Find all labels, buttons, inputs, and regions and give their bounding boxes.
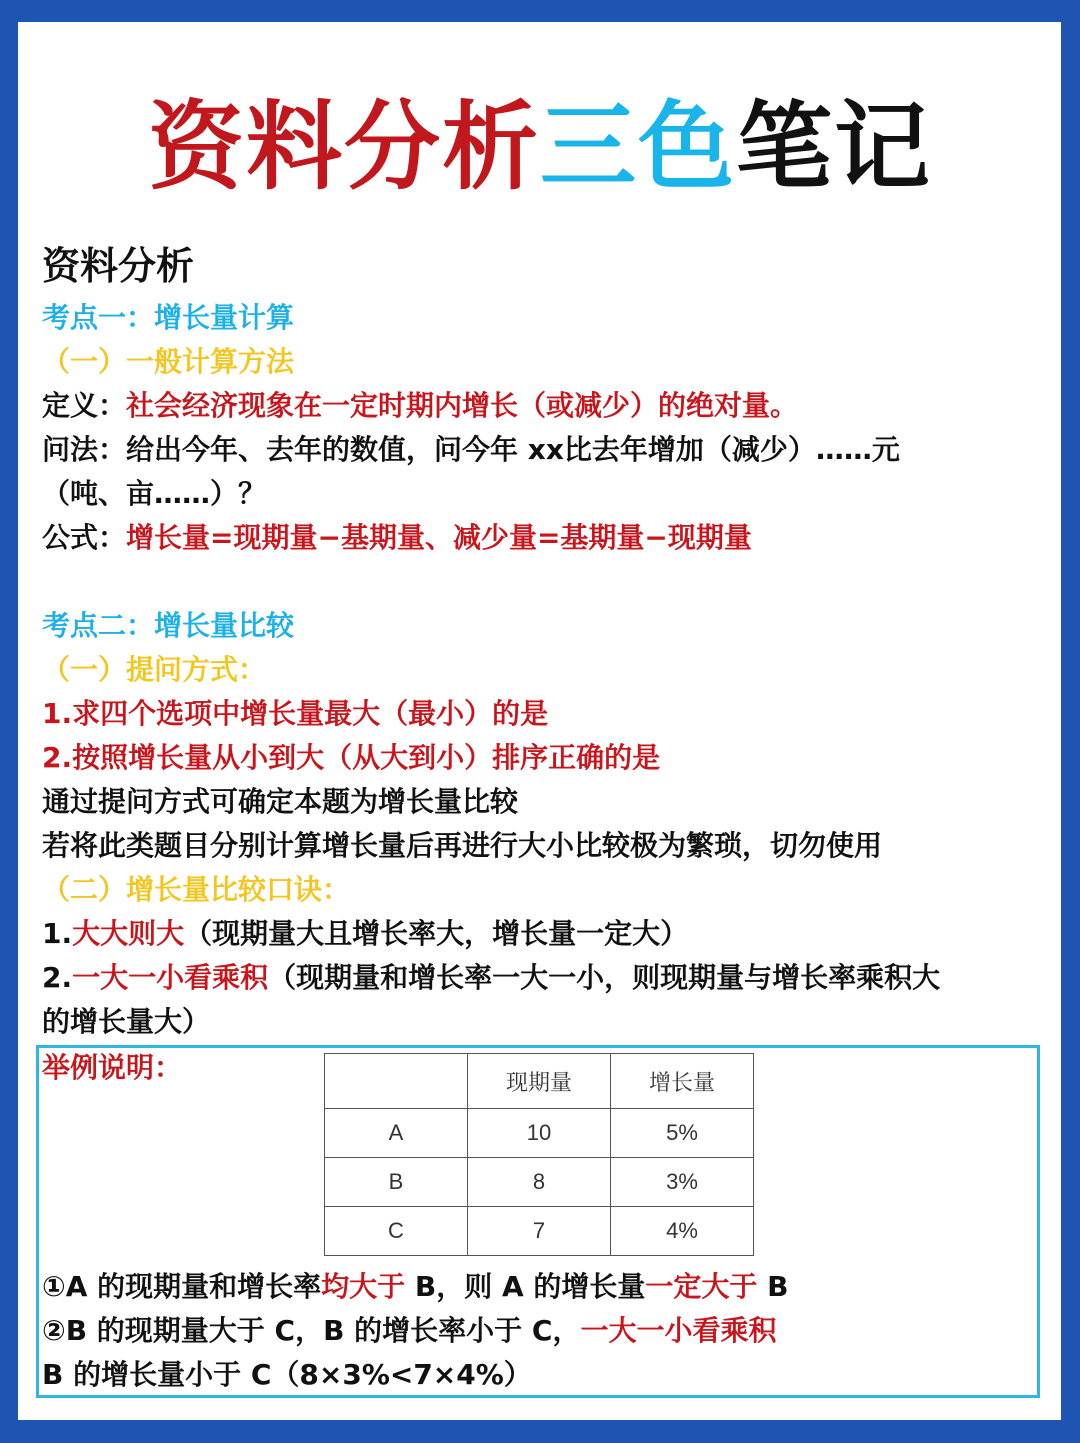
- conclusion-3: B 的增长量小于 C（8×3%<7×4%）: [42, 1358, 532, 1391]
- table-header-cell: [325, 1054, 468, 1109]
- definition-label: 定义：: [42, 389, 127, 422]
- note-1: 通过提问方式可确定本题为增长量比较: [42, 785, 519, 818]
- table-cell: 3%: [611, 1158, 754, 1207]
- point1-subheading: （一）一般计算方法: [42, 345, 295, 378]
- rule-1-key: 大大则大: [72, 917, 185, 950]
- title-part-blue: 三色: [540, 91, 736, 203]
- table-cell: B: [325, 1158, 468, 1207]
- table-header-row: [325, 1054, 754, 1109]
- rule-1-number: 1.: [42, 917, 73, 950]
- table-cell: 10: [468, 1109, 611, 1158]
- point2-subheading-1: （一）提问方式：: [42, 653, 267, 686]
- table-row: [325, 1207, 754, 1256]
- conclusion-1-part-e: B: [757, 1270, 789, 1303]
- conclusion-1-part-c: B，则 A 的增长量: [405, 1270, 646, 1303]
- formula-line: [42, 518, 752, 558]
- question-line-2: （吨、亩……）？: [42, 477, 267, 510]
- table-cell: A: [325, 1109, 468, 1158]
- table-cell: 7: [468, 1207, 611, 1256]
- question-label: 问法：: [42, 433, 127, 466]
- conclusion-2-highlight: 一大一小看乘积: [580, 1314, 777, 1347]
- example-table: [324, 1053, 754, 1256]
- definition-text: 社会经济现象在一定时期内增长（或减少）的绝对量。: [126, 389, 799, 422]
- table-cell: 8: [468, 1158, 611, 1207]
- formula-text: 增长量=现期量−基期量、减少量=基期量−现期量: [126, 521, 752, 554]
- rule-2-text: （现期量和增长率一大一小，则现期量与增长率乘积大: [268, 961, 941, 994]
- question-text: 给出今年、去年的数值，问今年 xx比去年增加（减少）……元: [126, 433, 900, 466]
- definition-line: [42, 386, 798, 426]
- rule-1-text: （现期量大且增长率大，增长量一定大）: [184, 917, 689, 950]
- table-row: [325, 1109, 754, 1158]
- table-cell: 4%: [611, 1207, 754, 1256]
- rule-2-number: 2.: [42, 961, 73, 994]
- rule-1: [42, 914, 688, 954]
- point2-subheading-2: （二）增长量比较口诀：: [42, 873, 351, 906]
- point2-heading: 考点二：增长量比较: [42, 609, 295, 642]
- page-title: [0, 92, 1080, 202]
- rule-2: [42, 958, 940, 998]
- table-cell: 5%: [611, 1109, 754, 1158]
- conclusion-1-highlight-b: 一定大于: [645, 1270, 758, 1303]
- conclusion-1-highlight-a: 均大于: [321, 1270, 406, 1303]
- table-header-cell: 现期量: [468, 1054, 611, 1109]
- question-line: [42, 430, 900, 470]
- table-row: [325, 1158, 754, 1207]
- title-part-red: 资料分析: [148, 91, 540, 203]
- table-cell: C: [325, 1207, 468, 1256]
- question-type-1: 1.求四个选项中增长量最大（最小）的是: [42, 697, 549, 730]
- point1-heading: 考点一：增长量计算: [42, 301, 295, 334]
- example-label: 举例说明：: [42, 1051, 183, 1084]
- title-part-black: 笔记: [736, 91, 932, 203]
- conclusion-2: [42, 1311, 777, 1351]
- rule-2-key: 一大一小看乘积: [72, 961, 269, 994]
- question-type-2: 2.按照增长量从小到大（从大到小）排序正确的是: [42, 741, 661, 774]
- conclusion-2-part-a: ②B 的现期量大于 C，B 的增长率小于 C，: [42, 1314, 581, 1347]
- conclusion-1: [42, 1267, 789, 1307]
- rule-2-continued: 的增长量大）: [42, 1005, 211, 1038]
- formula-label: 公式：: [42, 521, 127, 554]
- conclusion-1-part-a: ①A 的现期量和增长率: [42, 1270, 322, 1303]
- note-2: 若将此类题目分别计算增长量后再进行大小比较极为繁琐，切勿使用: [42, 829, 883, 862]
- section-title: 资料分析: [42, 244, 195, 288]
- table-header-cell: 增长量: [611, 1054, 754, 1109]
